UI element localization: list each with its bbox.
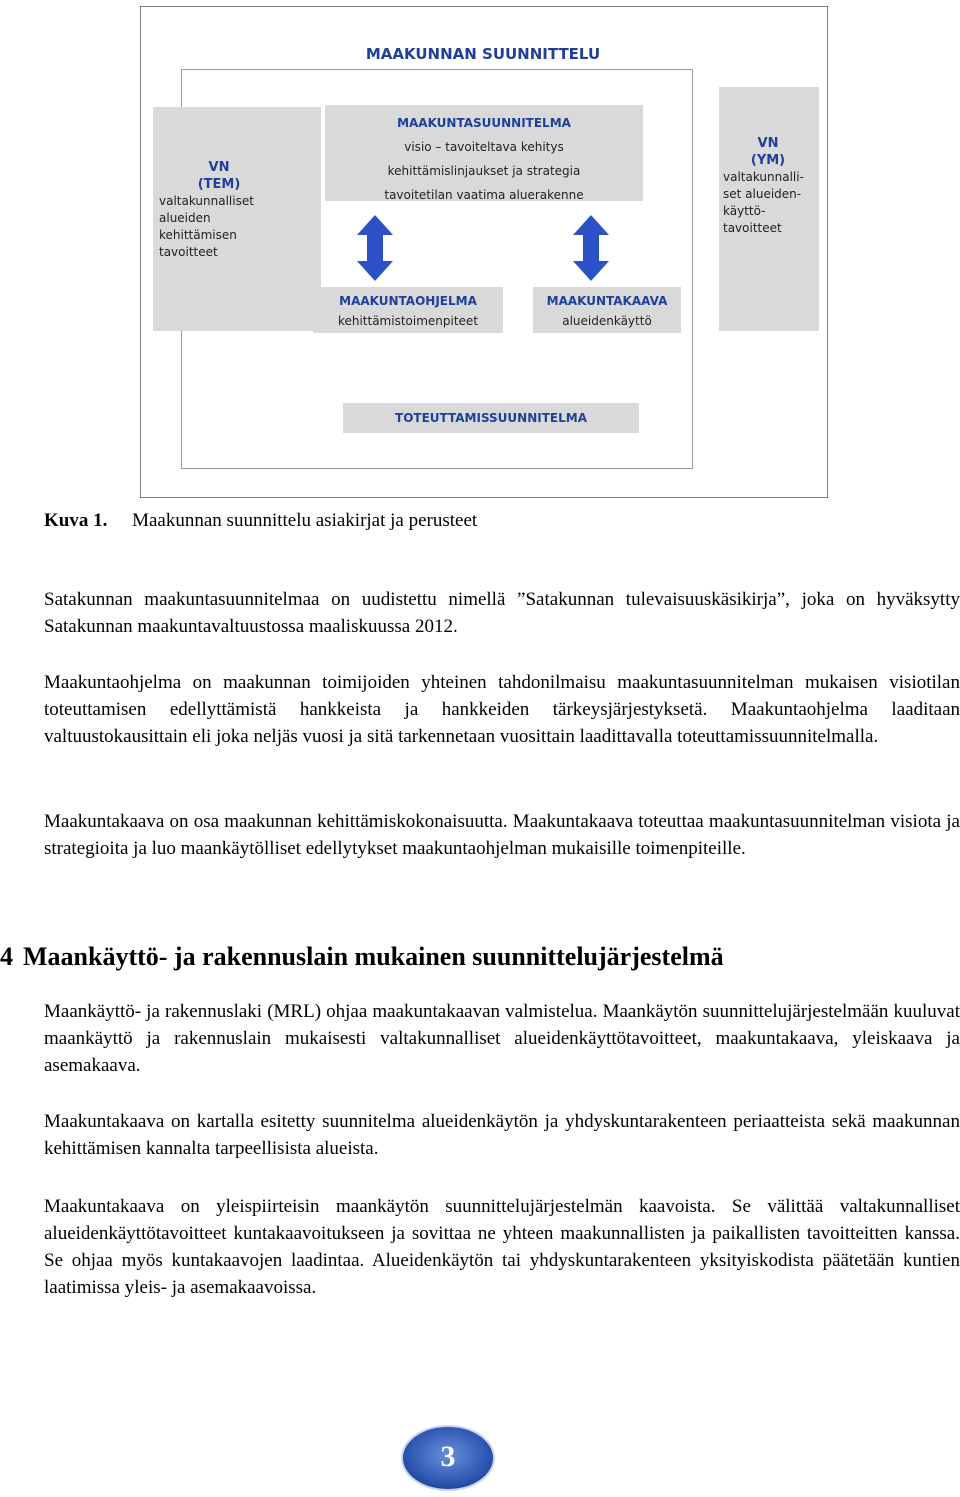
kaava-title: MAAKUNTAKAAVA <box>546 294 668 308</box>
vn-ym-head1: VN <box>757 136 779 151</box>
maakuntaohjelma-box <box>313 287 503 333</box>
kaava-sub: alueidenkäyttö <box>562 314 652 328</box>
caption-label: Kuva 1. <box>44 510 108 531</box>
vn-tem-line: valtakunnalliset <box>159 194 254 208</box>
toteuttamissuunnitelma-box <box>343 403 639 433</box>
paragraph: Maakuntakaava on osa maakunnan kehittämiskokonaisuutta. Maakuntakaava toteuttaa maakuntasuunnitelman visiota ja strategioita ja luo maankäytölliset edellytykset maakuntaohjelman mukaisille toimenpiteille. <box>44 811 960 859</box>
plan-line: visio – tavoiteltava kehitys <box>404 140 564 154</box>
section-heading <box>0 942 724 972</box>
vn-ym-head2: (YM) <box>750 153 786 168</box>
paragraph: Maankäyttö- ja rakennuslaki (MRL) ohjaa maakuntakaavan valmistelua. Maankäytön suunnittelujärjestelmään kuuluvat maankäyttö ja rakennuslain mukaisesti valtakunnalliset alueidenkäyttötavoitteet, maakuntakaava, yleiskaava ja asemakaava. <box>44 1001 960 1076</box>
plan-line: kehittämislinjaukset ja strategia <box>387 164 581 178</box>
figure-caption <box>44 510 477 532</box>
diagram-figure <box>140 6 828 498</box>
vn-ym-box <box>719 87 819 331</box>
vn-ym-line: tavoitteet <box>723 221 782 235</box>
paragraph: Satakunnan maakuntasuunnitelmaa on uudistettu nimellä ”Satakunnan tulevaisuuskäsikirja”, joka on hyväksytty Satakunnan maakuntavaltuustossa maaliskuussa 2012. <box>44 589 960 637</box>
section-title: Maankäyttö- ja rakennuslain mukainen suunnittelujärjestelmä <box>23 942 724 971</box>
maakuntakaava-box <box>533 287 681 333</box>
section-number: 4 <box>0 942 13 971</box>
double-arrow-right-icon <box>573 215 609 281</box>
ohjelma-sub: kehittämistoimenpiteet <box>337 314 479 328</box>
vn-tem-head2: (TEM) <box>197 177 241 192</box>
diagram-title: MAAKUNNAN SUUNNITTELU <box>365 45 601 63</box>
vn-ym-line: käyttö- <box>723 204 766 218</box>
paragraph: Maakuntaohjelma on maakunnan toimijoiden yhteinen tahdonilmaisu maakuntasuunnitelman mukaisen visiotilan toteuttamisen edellyttämistä hankkeista ja hankkeiden tärkeysjärjestyksetä. Maakuntaohjelma laaditaan valtuustokausittain eli joka neljäs vuosi ja sitä tarkennetaan vuosittain laadittavalla toteuttamissuunnitelmalla. <box>44 672 960 747</box>
vn-tem-box <box>153 107 321 331</box>
vn-tem-line: alueiden <box>159 211 211 225</box>
double-arrow-left-icon <box>357 215 393 281</box>
plan-line: tavoitetilan vaatima aluerakenne <box>384 188 584 202</box>
ohjelma-title: MAAKUNTAOHJELMA <box>339 294 477 308</box>
maakuntasuunnitelma-box <box>325 105 643 201</box>
toteutus-title: TOTEUTTAMISSUUNNITELMA <box>395 411 587 425</box>
page-number: 3 <box>440 1440 456 1473</box>
vn-tem-line: kehittämisen <box>159 228 237 242</box>
vn-ym-line: set alueiden- <box>723 187 802 201</box>
vn-ym-line: valtakunnalli- <box>723 170 804 184</box>
vn-tem-line: tavoitteet <box>159 245 218 259</box>
paragraph: Maakuntakaava on yleispiirteisin maankäytön suunnittelujärjestelmän kaavoista. Se välittää valtakunnalliset alueidenkäyttötavoitteet kuntakaavoitukseen ja sovittaa ne yhteen maakunnallisten ja paikallisten tavoitteitten kanssa. Se ohjaa myös kuntakaavojen laadintaa. Alueidenkäytön tai yhdyskuntarakenteen yksityiskodista päätetään kuntien laatimissa yleis- ja asemakaavoissa. <box>44 1196 960 1298</box>
page-number-badge <box>400 1420 496 1492</box>
vn-tem-head1: VN <box>208 160 230 175</box>
caption-text: Maakunnan suunnittelu asiakirjat ja perusteet <box>132 510 478 531</box>
paragraph: Maakuntakaava on kartalla esitetty suunnitelma alueidenkäytön ja yhdyskuntarakenteen periaatteista sekä maakunnan kehittämisen kannalta tarpeellisista alueista. <box>44 1111 960 1159</box>
plan-title: MAAKUNTASUUNNITELMA <box>397 116 571 130</box>
